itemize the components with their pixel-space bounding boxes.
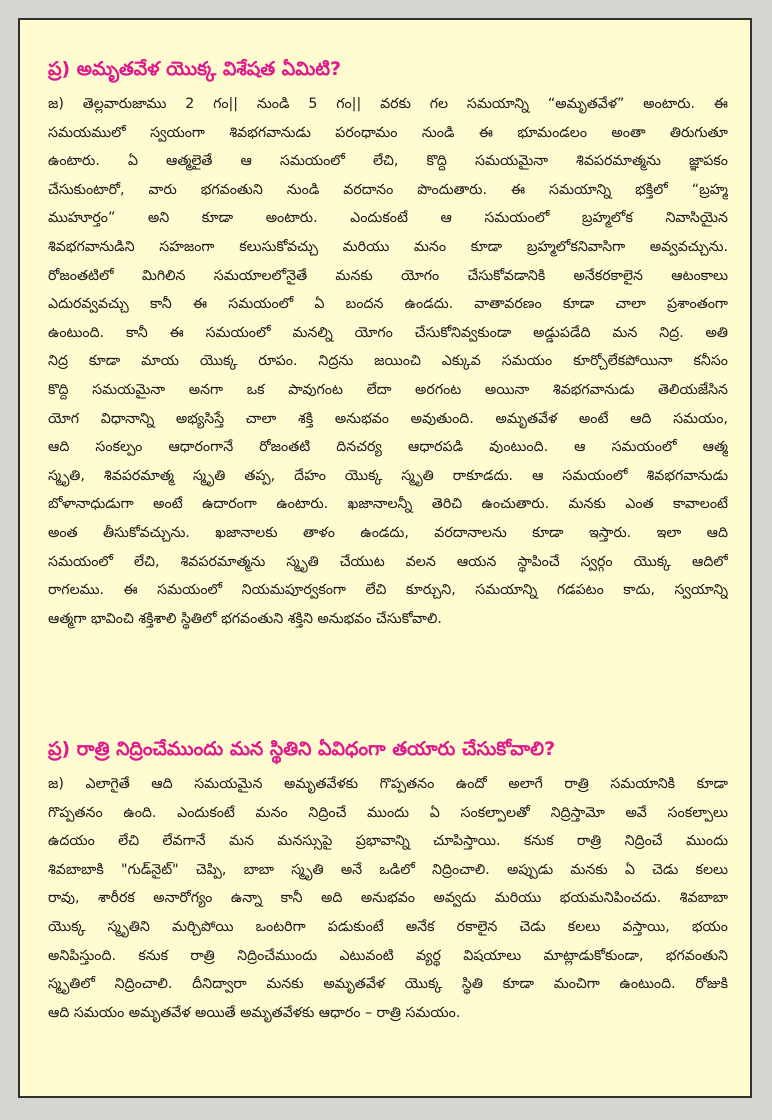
- answer-line: ఉంటారు. ఏ ఆత్మలైతే ఆ సమయంలో లేచి, కొద్ది సమయమైనా శివపరమాత్మను జ్ఞాపకం: [48, 153, 728, 170]
- answer-line: శివబాబాకి "గుడ్‌నైట్" చెప్పి, బాబా స్మృతి అనే ఒడిలో నిద్రించాలి. అప్పుడు మనకు ఏ చెడు కలలు: [48, 861, 728, 878]
- answer-line: రావు, శారీరక అనారోగ్యం ఉన్నా కానీ అది అనుభవం అవ్వదు మరియు భయమనిపించదు. శివబాబా: [48, 890, 728, 907]
- answer-line: అంత తీసుకోవచ్చును. ఖజానాలకు తాళం ఉండదు, వరదానాలను కూడా ఇస్తారు. ఇలా ఆది: [48, 524, 728, 541]
- answer-line: రోజంతటిలో మిగిలిన సమయాలలోనైతే మనకు యోగం చేసుకోవడానికి అనేకరకాలైన ఆటంకాలు: [48, 267, 728, 284]
- question-heading-1: ప్ర) అమృతవేళ యొక్క విశేషత ఏమిటి?: [48, 58, 342, 80]
- answer-line: సమయంలో లేచి, శివపరమాత్మను స్మృతి చేయుట వలన ఆయన స్థాపించే స్వర్గం యొక్క ఆదిలో: [48, 553, 728, 570]
- answer-line: ఉదయం లేచి లేవగానే మన మనస్సుపై ప్రభావాన్ని చూపిస్తాయి. కనుక రాత్రి నిద్రించే ముందు: [48, 833, 728, 850]
- answer-line: యోగ విధానాన్ని అభ్యసిస్తే చాలా శక్తి అనుభవం అవుతుంది. అమృతవేళ అంటే ఆది సమయం,: [48, 410, 728, 427]
- document-page: [18, 18, 752, 1098]
- answer-line: గొప్పతనం ఉంది. ఎందుకంటే మనం నిద్రించే ముందు ఏ సంకల్పాలతో నిద్రిస్తామో అవే సంకల్పాలు: [48, 804, 728, 821]
- answer-line: కొద్ది సమయమైనా అనగా ఒక పావుగంట లేదా అరగంట అయినా శివభగవానుడు తెలియజేసిన: [48, 381, 728, 398]
- answer-line: ఆత్మగా భావించి శక్తిశాలి స్థితిలో భగవంతుని శక్తిని అనుభవం చేసుకోవాలి.: [48, 610, 442, 627]
- answer-line: స్మృతి, శివపరమాత్మ స్మృతి తప్ప, దేహం యొక్క స్మృతి రాకూడదు. ఆ సమయంలో శివభగవానుడు: [48, 467, 728, 484]
- answer-line: సమయములో స్వయంగా శివభగవానుడు పరంధామం నుండి ఈ భూమండలం అంతా తిరుగుతూ: [48, 124, 728, 141]
- answer-line: జ) ఎలాగైతే ఆది సమయమైన అమృతవేళకు గొప్పతనం ఉందో అలాగే రాత్రి సమయానికి కూడా: [48, 776, 728, 792]
- answer-line: ఉంటుంది. కానీ ఈ సమయంలో మనల్ని యోగం చేసుకోనివ్వకుండా అడ్డుపడేది మన నిద్ర. అతి: [48, 324, 728, 341]
- answer-line: శివభగవానుడిని సహజంగా కలుసుకోవచ్చు మరియు మనం కూడా బ్రహ్మలోకనివాసిగా అవ్వవచ్చును.: [48, 238, 728, 255]
- answer-line: నిద్ర కూడా మాయ యొక్క రూపం. నిద్రను జయించి ఎక్కువ సమయం కూర్చోలేకపోయినా కనీసం: [48, 353, 728, 370]
- answer-paragraph-2: [48, 770, 728, 1027]
- question-heading-2: ప్ర) రాత్రి నిద్రించేముందు మన స్థితిని ఏవిధంగా తయారు చేసుకోవాలి?: [48, 738, 556, 760]
- answer-line: ఆది సంకల్పం ఆధారంగానే రోజంతటి దినచర్య ఆధారపడి వుంటుంది. ఆ సమయంలో ఆత్మ: [48, 439, 728, 456]
- answer-line: ఎదురవ్వవచ్చు కానీ ఈ సమయంలో ఏ బందన ఉండదు. వాతావరణం కూడా చాలా ప్రశాంతంగా: [48, 296, 728, 313]
- answer-line: రాగలము. ఈ సమయంలో నియమపూర్వకంగా లేచి కూర్చుని, సమయాన్ని గడపటం కాదు, స్వయాన్ని: [48, 582, 728, 599]
- answer-line: అనిపిస్తుంది. కనుక రాత్రి నిద్రించేముందు ఎటువంటి వ్యర్థ విషయాలు మాట్లాడుకోకుండా, భగవంతుని: [48, 947, 728, 964]
- answer-line: ముహూర్తం” అని కూడా అంటారు. ఎందుకంటే ఆ సమయంలో బ్రహ్మలోక నివాసియైన: [48, 210, 728, 227]
- answer-line: జ) తెల్లవారుజాము 2 గం|| నుండి 5 గం|| వరకు గల సమయాన్ని “అమృతవేళ” అంటారు. ఈ: [48, 96, 728, 112]
- answer-line: ఆది సమయం అమృతవేళ అయితే అమృతవేళకు ఆధారం – రాత్రి సమయం.: [48, 1004, 461, 1021]
- answer-line: స్మృతిలో నిద్రించాలి. దీనిద్వారా మనకు అమృతవేళ యొక్క స్థితి కూడా మంచిగా ఉంటుంది. రోజుకి: [48, 976, 728, 993]
- answer-line: యొక్క స్మృతిని మర్చిపోయి ఒంటరిగా పడుకుంటే అనేక రకాలైన చెడు కలలు వస్తాయి, భయం: [48, 918, 728, 935]
- answer-line: బోళానాధుడుగా అంటే ఉదారంగా ఉంటారు. ఖజానాలన్నీ తెరిచి ఉంచుతారు. మనకు ఎంత కావాలంటే: [48, 496, 728, 513]
- answer-paragraph-1: [48, 90, 728, 633]
- answer-line: చేసుకుంటారో, వారు భగవంతుని నుండి వరదానం పొందుతారు. ఈ సమయాన్ని భక్తిలో “బ్రహ్మ: [48, 181, 728, 198]
